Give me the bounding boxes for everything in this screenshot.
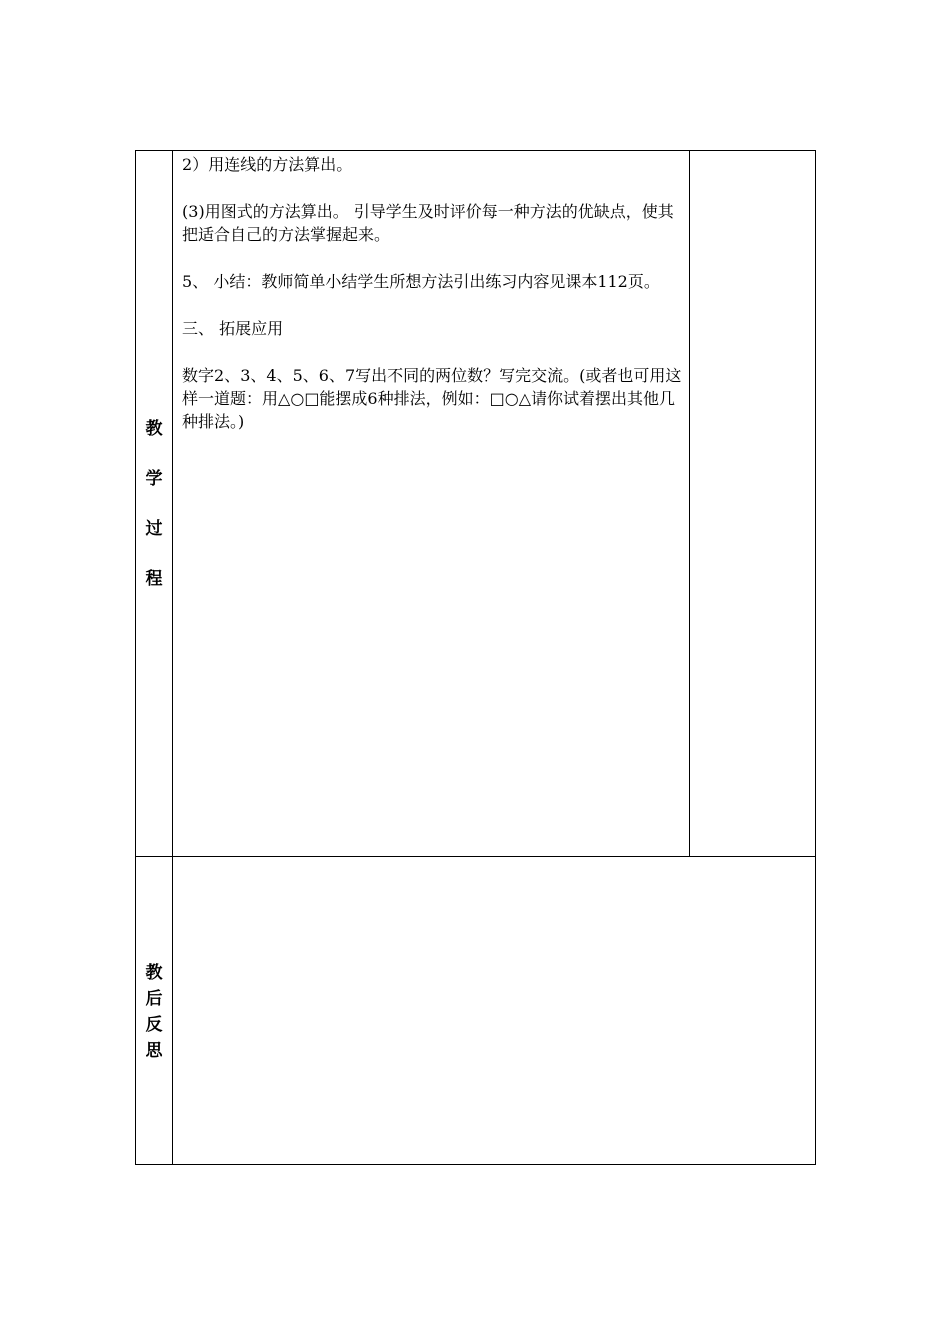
label-char: 过 <box>145 519 163 539</box>
lesson-plan-table <box>135 150 816 1165</box>
reflection-content-cell <box>173 857 816 1165</box>
extension-exercise: 数字2、3、4、5、6、7写出不同的两位数？写完交流。(或者也可用这样一道题：用△○□能摆成6种排法，例如：□○△请你试着摆出其他几种排法。) <box>182 366 682 431</box>
extension-heading: 三、 拓展应用 <box>182 319 284 338</box>
label-char: 思 <box>145 1041 163 1061</box>
label-char: 后 <box>145 989 163 1009</box>
label-char: 教 <box>145 963 163 983</box>
process-step-2: 2）用连线的方法算出。 <box>182 155 353 174</box>
label-char: 教 <box>145 419 163 439</box>
teaching-process-label-cell <box>136 151 173 857</box>
process-step-3: (3)用图式的方法算出。 引导学生及时评价每一种方法的优缺点，使其把适合自己的方法掌握起来。 <box>182 202 674 244</box>
reflection-label <box>136 963 172 1067</box>
teaching-process-content <box>173 151 690 857</box>
reflection-row <box>136 857 816 1165</box>
process-summary: 5、 小结：教师简单小结学生所想方法引出练习内容见课本112页。 <box>182 272 660 291</box>
teaching-process-row <box>136 151 816 857</box>
teaching-process-note-cell <box>689 151 815 857</box>
label-char: 反 <box>145 1015 163 1035</box>
label-char: 学 <box>145 469 163 489</box>
teaching-process-label <box>136 419 172 619</box>
reflection-label-cell <box>136 857 173 1165</box>
label-char: 程 <box>145 569 163 589</box>
